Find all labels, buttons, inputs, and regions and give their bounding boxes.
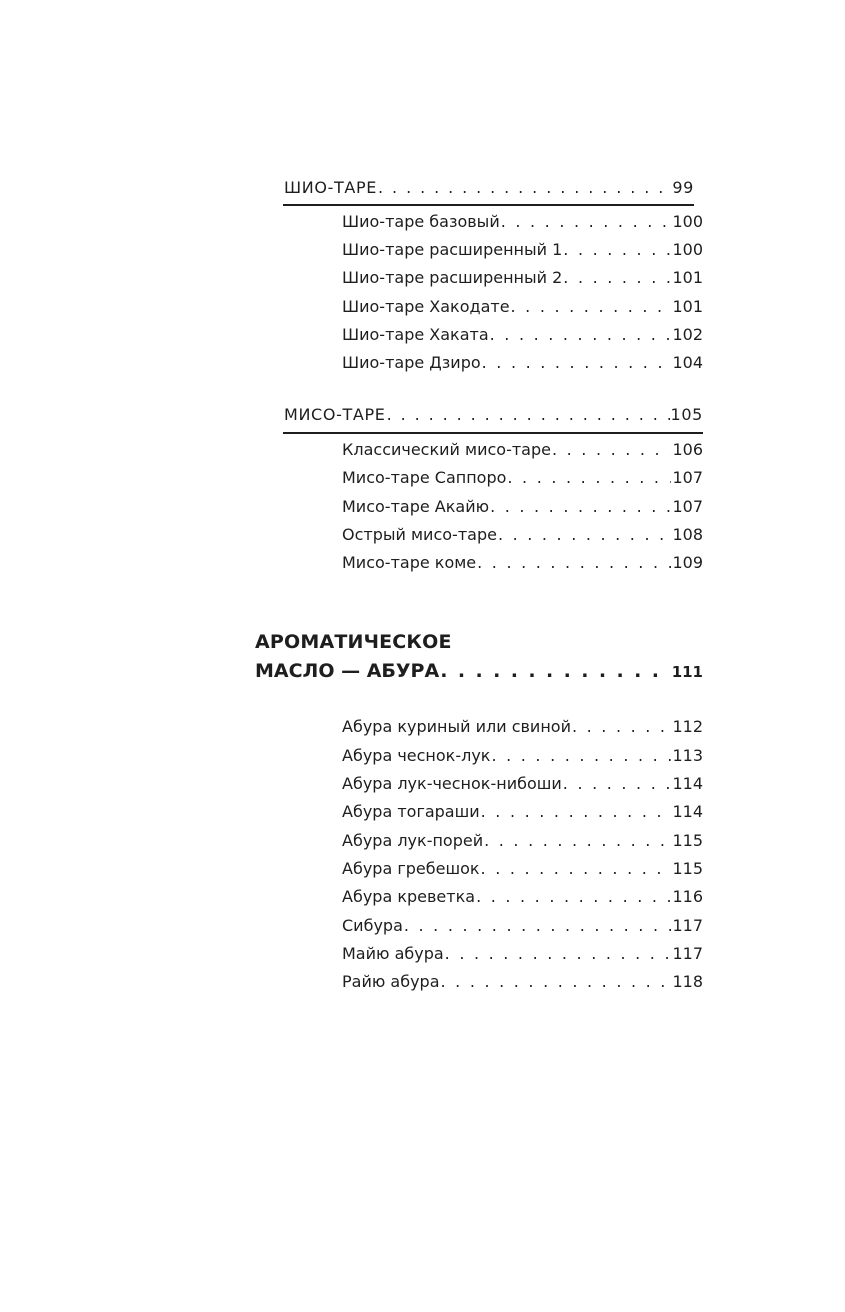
toc-page-number: 107	[672, 468, 703, 487]
toc-item[interactable]	[342, 916, 703, 942]
toc-page-number: 107	[672, 497, 703, 516]
dot-leader	[491, 746, 671, 765]
toc-item-label: Сибура	[342, 916, 403, 935]
toc-item[interactable]	[342, 240, 703, 266]
toc-item[interactable]	[342, 297, 703, 323]
toc-page-number: 100	[672, 240, 703, 259]
toc-item[interactable]	[342, 831, 703, 857]
toc-item-label: Абура креветка	[342, 887, 476, 906]
toc-section-miso[interactable]	[284, 405, 703, 433]
toc-item-label: Шио-таре Хакодате	[342, 297, 510, 316]
dot-leader	[440, 660, 671, 682]
dot-leader	[563, 240, 671, 259]
toc-item-label: Майю абура	[342, 944, 444, 963]
dot-leader	[387, 405, 670, 424]
section-underline	[283, 432, 703, 434]
chapter-title-line1: АРОМАТИЧЕСКОЕ	[255, 631, 452, 653]
dot-leader	[572, 717, 671, 736]
toc-page-number: 114	[672, 802, 703, 821]
toc-item[interactable]	[342, 944, 703, 970]
toc-page-number: 99	[672, 178, 694, 197]
dot-leader	[476, 887, 671, 906]
toc-item-label: Абура гребешок	[342, 859, 480, 878]
dot-leader	[481, 859, 672, 878]
dot-leader	[441, 972, 672, 991]
toc-item-label: Шио-таре Хаката	[342, 325, 489, 344]
dot-leader	[490, 497, 671, 516]
toc-item[interactable]	[342, 525, 703, 551]
toc-item[interactable]	[342, 717, 703, 743]
section-underline	[283, 204, 694, 206]
dot-leader	[501, 212, 672, 231]
dot-leader	[490, 325, 672, 344]
toc-section-shio[interactable]	[284, 178, 694, 206]
toc-page-number: 117	[672, 916, 703, 935]
toc-item[interactable]	[342, 468, 703, 494]
toc-page-number: 115	[672, 831, 703, 850]
toc-page-number: 114	[672, 774, 703, 793]
toc-page-number: 117	[672, 944, 703, 963]
dot-leader	[511, 297, 672, 316]
toc-section-title: ШИО-ТАРЕ	[284, 178, 378, 197]
toc-item-label: Шио-таре Дзиро	[342, 353, 481, 372]
toc-item-label: Классический мисо-таре	[342, 440, 551, 459]
toc-item[interactable]	[342, 268, 703, 294]
toc-item[interactable]	[342, 325, 703, 351]
toc-item-label: Абура куриный или свиной	[342, 717, 571, 736]
dot-leader	[552, 440, 671, 459]
toc-item[interactable]	[342, 440, 703, 466]
toc-item-label: Абура чеснок-лук	[342, 746, 491, 765]
toc-item-label: Шио-таре расширенный 2	[342, 268, 563, 287]
toc-page-number: 108	[672, 525, 703, 544]
toc-item-label: Мисо-таре коме	[342, 553, 477, 572]
toc-item[interactable]	[342, 802, 703, 828]
toc-item-label: Острый мисо-таре	[342, 525, 497, 544]
toc-item[interactable]	[342, 497, 703, 523]
toc-page-number: 115	[672, 859, 703, 878]
dot-leader	[563, 774, 672, 793]
toc-item[interactable]	[342, 774, 703, 800]
toc-item-label: Райю абура	[342, 972, 440, 991]
dot-leader	[482, 353, 672, 372]
dot-leader	[404, 916, 672, 935]
dot-leader	[507, 468, 671, 487]
dot-leader	[378, 178, 671, 197]
toc-page-number: 100	[672, 212, 703, 231]
dot-leader	[477, 553, 671, 572]
toc-page-number: 113	[672, 746, 703, 765]
toc-item-label: Шио-таре расширенный 1	[342, 240, 563, 259]
toc-page-number: 118	[672, 972, 703, 991]
toc-page-number: 116	[672, 887, 703, 906]
dot-leader	[481, 802, 672, 821]
toc-page-number: 109	[672, 553, 703, 572]
toc-page-number: 111	[671, 663, 703, 681]
toc-item[interactable]	[342, 972, 703, 998]
toc-item-label: Абура лук-чеснок-нибоши	[342, 774, 562, 793]
toc-item[interactable]	[342, 859, 703, 885]
toc-page-number: 102	[672, 325, 703, 344]
toc-chapter-abura[interactable]	[255, 660, 703, 690]
toc-item-label: Мисо-таре Акайю	[342, 497, 490, 516]
dot-leader	[484, 831, 671, 850]
toc-item-label: Шио-таре базовый	[342, 212, 500, 231]
toc-item[interactable]	[342, 553, 703, 579]
toc-page-number: 112	[672, 717, 703, 736]
dot-leader	[445, 944, 672, 963]
toc-item-label: Мисо-таре Саппоро	[342, 468, 507, 487]
toc-item[interactable]	[342, 212, 703, 238]
toc-item[interactable]	[342, 887, 703, 913]
toc-page-number: 105	[670, 405, 703, 424]
toc-item[interactable]	[342, 353, 703, 379]
toc-item-label: Абура лук-порей	[342, 831, 484, 850]
toc-page-number: 104	[672, 353, 703, 372]
toc-page-number: 106	[672, 440, 703, 459]
dot-leader	[498, 525, 672, 544]
toc-item[interactable]	[342, 746, 703, 772]
chapter-title-line2: МАСЛО — АБУРА	[255, 660, 440, 682]
toc-section-title: МИСО-ТАРЕ	[284, 405, 386, 424]
toc-page-number: 101	[672, 268, 703, 287]
toc-item-label: Абура тогараши	[342, 802, 480, 821]
toc-page-number: 101	[672, 297, 703, 316]
dot-leader	[563, 268, 671, 287]
